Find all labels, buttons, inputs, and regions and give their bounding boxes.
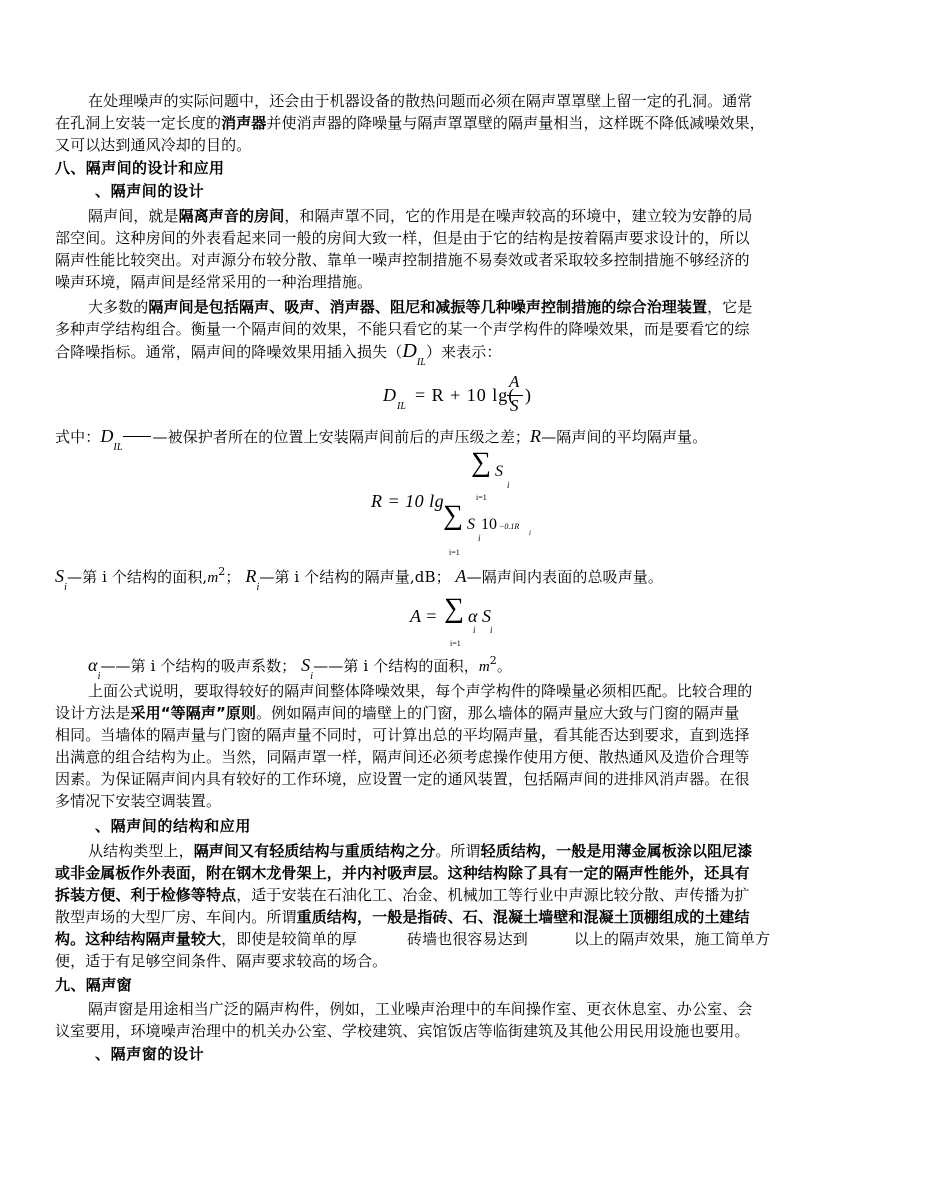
text-span: 散型声场的大型厂房、车间内。所谓: [55, 908, 297, 926]
unit-square: 2: [218, 565, 226, 578]
paragraph-line: [55, 790, 895, 812]
text-span: 合降噪指标。通常，隔声间的降噪效果用插入损失（: [55, 343, 403, 361]
text-span: 。所谓: [435, 842, 481, 860]
text-span: ，即使是较简单的厚: [221, 930, 358, 948]
sound-reduction-symbol: $R_i$: [245, 566, 260, 593]
section-heading: [55, 974, 895, 996]
paragraph-line: [55, 928, 895, 950]
power-base: 10: [481, 516, 497, 533]
bold-term: ，一般是用薄金属板涂以阻尼漆: [541, 842, 753, 860]
paragraph-line: [88, 840, 895, 862]
bold-term: 轻质结构: [480, 842, 542, 860]
text-span: ，和隔声罩不同，它的作用是在噪声较高的环境中，建立较为安静的局: [284, 207, 753, 225]
absorption-symbol: A: [455, 566, 467, 586]
heading-text: 、隔声间的结构和应用: [95, 817, 252, 835]
text-span: 相同。当墙体的隔声量与门窗的隔声量不同时，可计算出总的平均隔声量，看其能否达到要求，直到选择: [55, 726, 750, 744]
text-span: 在处理噪声的实际问题中，还会由于机器设备的散热问题而必须在隔声罩罩壁上留一定的孔洞。通常: [88, 92, 753, 110]
paragraph-line: [55, 702, 895, 724]
heading-text: 、隔声窗的设计: [95, 1045, 205, 1063]
formula-denominator-s: S: [510, 396, 519, 415]
text-span: 隔声性能比较突出。对声源分布较分散、靠单一噪声控制措施不易奏效或者采取较多控制措施不够经济的: [55, 251, 750, 269]
text-span: ——第 i 个结构的面积，: [313, 657, 479, 675]
paragraph-line: [55, 724, 895, 746]
subscript-i: i: [473, 625, 476, 635]
sum-lower-limit: i=1: [449, 548, 460, 557]
insertion-loss-symbol: $D_{IL}$: [402, 340, 426, 368]
text-span: 便，适于有足够空间条件、隔声要求较高的场合。: [55, 952, 388, 970]
subsection-heading: [95, 1043, 935, 1065]
bold-term: 采用“等隔声”原则: [130, 704, 257, 722]
mean-sound-reduction-symbol: R: [530, 426, 542, 446]
symbol-s: S: [467, 516, 475, 533]
text-span: —被保护者所在的位置上安装隔声间前后的声压级之差；: [152, 428, 531, 446]
section-heading: [55, 157, 895, 179]
paragraph-line: [88, 654, 928, 680]
area-symbol: $S_i$: [55, 566, 67, 593]
text-span: 并使消声器的降噪量与隔声罩罩壁的隔声量相当，这样既不降低减噪效果，: [266, 114, 765, 132]
paragraph-line: [55, 746, 895, 768]
subscript-i: i: [490, 625, 493, 635]
text-span: ；: [225, 568, 241, 586]
summation-sign: ∑: [443, 500, 463, 531]
symbol-s: S: [495, 463, 503, 480]
bold-term: 或非金属板作外表面，附在钢木龙骨架上，并内衬吸声层。这种结构除了具有一定的隔声性能外，还具有: [55, 864, 750, 882]
bold-term: 隔声间又有轻质结构与重质结构之分: [193, 842, 436, 860]
subsection-heading: [95, 815, 935, 837]
alpha-symbol: α: [468, 606, 478, 626]
insertion-loss-symbol: $D_{IL}$: [100, 426, 123, 453]
area-symbol: $S_i$: [301, 655, 314, 682]
paragraph-line: [88, 998, 895, 1020]
bold-term: 构。这种结构隔声量较大: [55, 930, 222, 948]
text-span: 议室要用，环境噪声治理中的机关办公室、学校建筑、宾馆饭店等临街建筑及其他公用民用设施也要用。: [55, 1022, 750, 1040]
bold-term: 重质结构: [296, 908, 358, 926]
paragraph-line: [55, 112, 895, 134]
formula-numerator-a: A: [509, 372, 520, 391]
text-span: ——第 i 个结构的吸声系数；: [100, 657, 297, 675]
text-span: —第 i 个结构的隔声量,dB；: [259, 568, 451, 586]
text-span: ，适于安装在石油化工、冶金、机械加工等行业中声源比较分散、声传播为扩: [236, 886, 750, 904]
bold-term: ，一般是指砖、石、混凝土墙壁和混凝土顶棚组成的土建结: [357, 908, 750, 926]
text-span: 。: [496, 657, 512, 675]
unit-m: m: [207, 570, 219, 586]
text-span: 隔声窗是用途相当广泛的隔声构件，例如，工业噪声治理中的车间操作室、更衣休息室、办公室、会: [88, 1000, 753, 1018]
symbol-s: S: [482, 606, 491, 626]
heading-text: 九、隔声窗: [55, 976, 133, 994]
text-span: 出满意的组合结构为止。当然，同隔声罩一样，隔声间还必须考虑操作使用方便、散热通风及造价合理等: [55, 748, 750, 766]
paragraph-line: [55, 271, 895, 293]
paragraph-line: [88, 296, 895, 318]
text-span: 隔声间，就是: [88, 207, 179, 225]
paragraph-line: [55, 249, 895, 271]
formula-symbol-d: D: [383, 385, 396, 405]
text-span: 式中：: [55, 428, 101, 446]
sum-lower-limit: i=1: [476, 493, 487, 502]
subsection-heading: [95, 180, 935, 202]
paragraph-line: [55, 1020, 895, 1042]
text-span: 从结构类型上，: [88, 842, 194, 860]
paragraph-line: [55, 565, 895, 591]
em-dash-rule: [123, 436, 151, 437]
text-span: 多情况下安装空调装置。: [55, 792, 222, 810]
text-span: 上面公式说明，要取得较好的隔声间整体降噪效果，每个声学构件的降噪量必须相匹配。比较合理的: [88, 682, 753, 700]
formula-lhs: A =: [410, 606, 438, 626]
paragraph-line: [55, 950, 895, 972]
bold-term: 隔声间是包括隔声、吸声、消声器、阻尼和减振等几种噪声控制措施的综合治理装置: [148, 298, 708, 316]
subscript-i: i: [529, 529, 531, 537]
heading-text: 八、隔声间的设计和应用: [55, 159, 225, 177]
text-span: 。例如隔声间的墙壁上的门窗，那么墙体的隔声量应大致与门窗的隔声量: [256, 704, 740, 722]
formula-subscript-il: IL: [397, 401, 406, 412]
text-span: 多种声学结构组合。衡量一个隔声间的效果，不能只看它的某一个声学构件的降噪效果，而是要看它的综: [55, 320, 750, 338]
formula-close-paren: ): [525, 385, 531, 405]
text-span: 在孔洞上安装一定长度的: [55, 114, 222, 132]
subscript-i: i: [478, 533, 481, 543]
bold-term: 隔离声音的房间: [178, 207, 285, 225]
paragraph-line: [88, 90, 895, 112]
heading-text: 、隔声间的设计: [95, 182, 205, 200]
formula-insertion-loss: [383, 374, 553, 422]
text-span: 以上的隔声效果，施工简单方: [573, 930, 771, 948]
text-span: 部空间。这种房间的外表看起来同一般的房间大致一样，但是由于它的结构是按着隔声要求设计的，所以: [55, 229, 750, 247]
formula-mean-sound-reduction: [371, 448, 561, 563]
text-span: 大多数的: [88, 298, 149, 316]
sum-lower-limit: i=1: [450, 639, 461, 648]
paragraph-line: [55, 768, 895, 790]
text-span: 设计方法是: [55, 704, 131, 722]
formula-total-absorption: [410, 592, 520, 652]
summation-sign: ∑: [471, 447, 491, 478]
paragraph-line: [88, 205, 895, 227]
text-span: ，它是: [707, 298, 753, 316]
formula-equals-term: = R + 10 lg(: [415, 385, 516, 405]
text-span: 噪声环境，隔声间是经常采用的一种治理措施。: [55, 273, 373, 291]
text-span: —第 i 个结构的面积,: [67, 568, 208, 586]
text-span: 因素。为保证隔声间内具有较好的工作环境，应设置一定的通风装置，包括隔声间的进排风消声器。在很: [55, 770, 750, 788]
text-span: 又可以达到通风冷却的目的。: [55, 136, 252, 154]
paragraph-line: [55, 227, 895, 249]
bold-term: 消声器: [221, 114, 267, 132]
formula-lhs: R = 10 lg: [371, 491, 445, 511]
paragraph-line: [55, 862, 895, 884]
text-span: —隔声间的平均隔声量。: [541, 428, 708, 446]
text-span: —隔声间内表面的总吸声量。: [466, 568, 663, 586]
alpha-symbol: $\alpha_i$: [88, 655, 101, 682]
unit-m: m: [478, 659, 490, 675]
power-exponent: −0.1R: [499, 522, 520, 531]
text-span: ）来表示：: [425, 343, 502, 361]
paragraph-line: [55, 906, 895, 928]
paragraph-line: [55, 884, 895, 906]
unit-square: 2: [489, 654, 497, 667]
summation-sign: ∑: [444, 593, 464, 624]
paragraph-line: [88, 680, 895, 702]
paragraph-line: [55, 318, 895, 340]
text-span: 砖墙也很容易达到: [407, 930, 528, 948]
bold-term: 拆装方便、利于检修等特点: [55, 886, 237, 904]
subscript-i: i: [507, 480, 510, 490]
paragraph-line: [55, 134, 895, 156]
paragraph-line: [55, 340, 895, 366]
